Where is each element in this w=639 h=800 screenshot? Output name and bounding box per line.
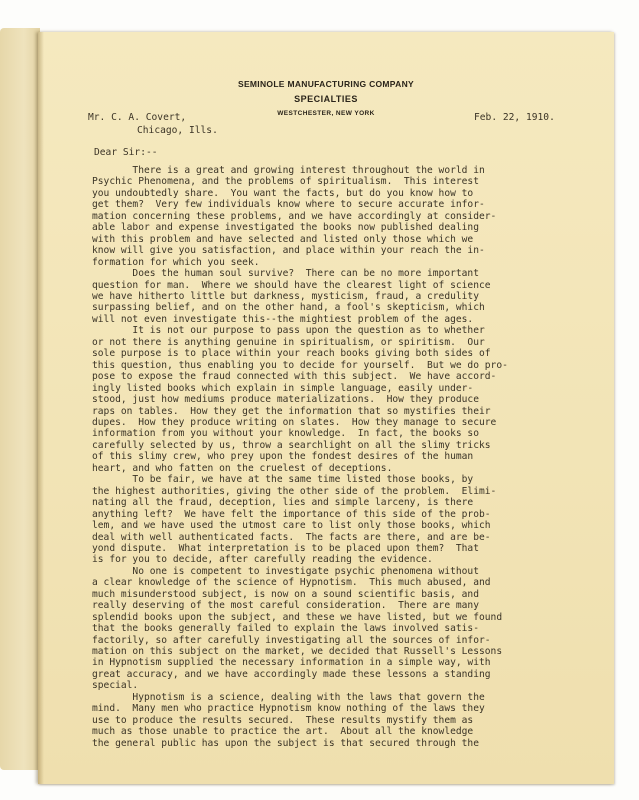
body-line: you undoubtedly share. You want the facts, but do you know how to — [92, 187, 474, 199]
body-line: raps on tables. How they get the information that so mystifies their — [92, 405, 491, 417]
body-line: mind. Many men who practice Hypnotism know nothing of the laws they — [92, 703, 485, 715]
recipient-city: Chicago, Ills. — [137, 125, 218, 136]
body-line: that the books generally failed to explain the laws involved satis- — [92, 623, 479, 635]
body-line: Does the human soul survive? There can be no more important — [92, 268, 479, 280]
body-line: ingly listed books which explain in simple language, easily under- — [92, 382, 474, 394]
body-line: question for man. Where we should have the clearest light of science — [92, 279, 491, 291]
body-line: carefully selected by us, throw a searchlight on all the slimy tricks — [92, 439, 491, 451]
body-line: To be fair, we have at the same time listed those books, by — [92, 474, 474, 486]
body-line: of this slimy crew, who prey upon the fondest desires of the human — [92, 451, 474, 463]
body-line: much as those unable to practice the art. About all the knowledge — [92, 726, 474, 738]
letterhead-location: WESTCHESTER, NEW YORK — [277, 110, 375, 117]
body-line: nating all the fraud, deception, lies and simple larceny, is there — [92, 497, 474, 509]
body-line: anything left? We have felt the importance of this side of the prob- — [92, 508, 491, 520]
body-line: There is a great and growing interest throughout the world in — [92, 165, 485, 176]
body-line: with this problem and have selected and listed only those which we — [92, 233, 474, 245]
body-line: No one is competent to investigate psychic phenomena without — [92, 565, 479, 577]
body-line: this question, thus enabling you to decide for yourself. But we do pro- — [92, 359, 508, 371]
body-line: get them? Very few individuals know where to secure accurate infor- — [92, 199, 485, 211]
body-line: great accuracy, and we have accordingly made these lessons a standing — [92, 668, 491, 680]
body-line: splendid books upon the subject, and these we have listed, but we found — [92, 611, 503, 623]
body-line: mation concerning these problems, and we have accordingly at consider- — [92, 210, 497, 222]
body-line: sole purpose is to place within your reach books giving both sides of — [92, 348, 491, 360]
facing-page-edge — [0, 28, 40, 770]
body-line: yond dispute. What interpretation is to be placed upon them? That — [92, 542, 479, 554]
salutation: Dear Sir:-- — [94, 147, 158, 158]
recipient-name: Mr. C. A. Covert, — [88, 112, 187, 123]
body-line: pose to expose the fraud connected with this subject. We have accord- — [92, 371, 497, 383]
body-line: the highest authorities, giving the other side of the problem. Elimi- — [92, 485, 497, 497]
body-line: a clear knowledge of the science of Hypnotism. This much abused, and — [92, 577, 491, 589]
body-line: heart, and who fatten on the cruelest of deceptions. — [92, 462, 393, 474]
letterhead-specialties: SPECIALTIES — [294, 94, 358, 104]
body-line: we have hitherto little but darkness, mysticism, fraud, a credulity — [92, 290, 479, 302]
body-line: really deserving of the most careful consideration. There are many — [92, 600, 479, 612]
page-gutter-shadow — [38, 32, 44, 784]
body-line: lem, and we have used the utmost care to list only those books, which — [92, 520, 491, 532]
letter-date: Feb. 22, 1910. — [474, 112, 555, 123]
body-line: able labor and expense investigated the books now published dealing — [92, 222, 479, 234]
body-line: special. — [92, 680, 139, 692]
body-line: use to produce the results secured. These results mystify them as — [92, 714, 474, 726]
body-line: mation on this subject on the market, we decided that Russell's Lessons — [92, 646, 503, 658]
body-line: Hypnotism is a science, dealing with the laws that govern the — [92, 691, 485, 703]
body-line: is for you to decide, after carefully reading the evidence. — [92, 554, 433, 566]
body-line: dupes. How they produce writing on slates. How they manage to secure — [92, 416, 497, 428]
body-line: know will give you satisfaction, and place within your reach the in- — [92, 245, 485, 257]
body-line: information from you without your knowledge. In fact, the books so — [92, 428, 479, 440]
body-line: much misunderstood subject, is now on a sound scientific basis, and — [92, 588, 479, 600]
body-line: surpassing belief, and on the other hand, a fool's skepticism, which — [92, 302, 485, 314]
body-line: or not there is anything genuine in spiritualism, or spiritism. Our — [92, 336, 485, 348]
body-line: in Hypnotism supplied the necessary information in a simple way, with — [92, 657, 491, 669]
body-line: stood, just how mediums produce materializations. How they produce — [92, 394, 479, 406]
body-line: Psychic Phenomena, and the problems of spiritualism. This interest — [92, 176, 479, 188]
body-line: deal with well authenticated facts. The facts are there, and are be- — [92, 531, 491, 543]
body-line: It is not our purpose to pass upon the question as to whether — [92, 325, 485, 337]
body-line: factorily, so after carefully investigating all the sources of infor- — [92, 634, 491, 646]
letterhead-company: SEMINOLE MANUFACTURING COMPANY — [237, 79, 414, 89]
body-line: will not even investigate this--the mightiest problem of the ages. — [92, 313, 474, 325]
letter-body — [92, 165, 592, 749]
body-line: the general public has upon the subject is that secured through the — [92, 737, 479, 749]
body-line: formation for which you seek. — [92, 256, 260, 268]
